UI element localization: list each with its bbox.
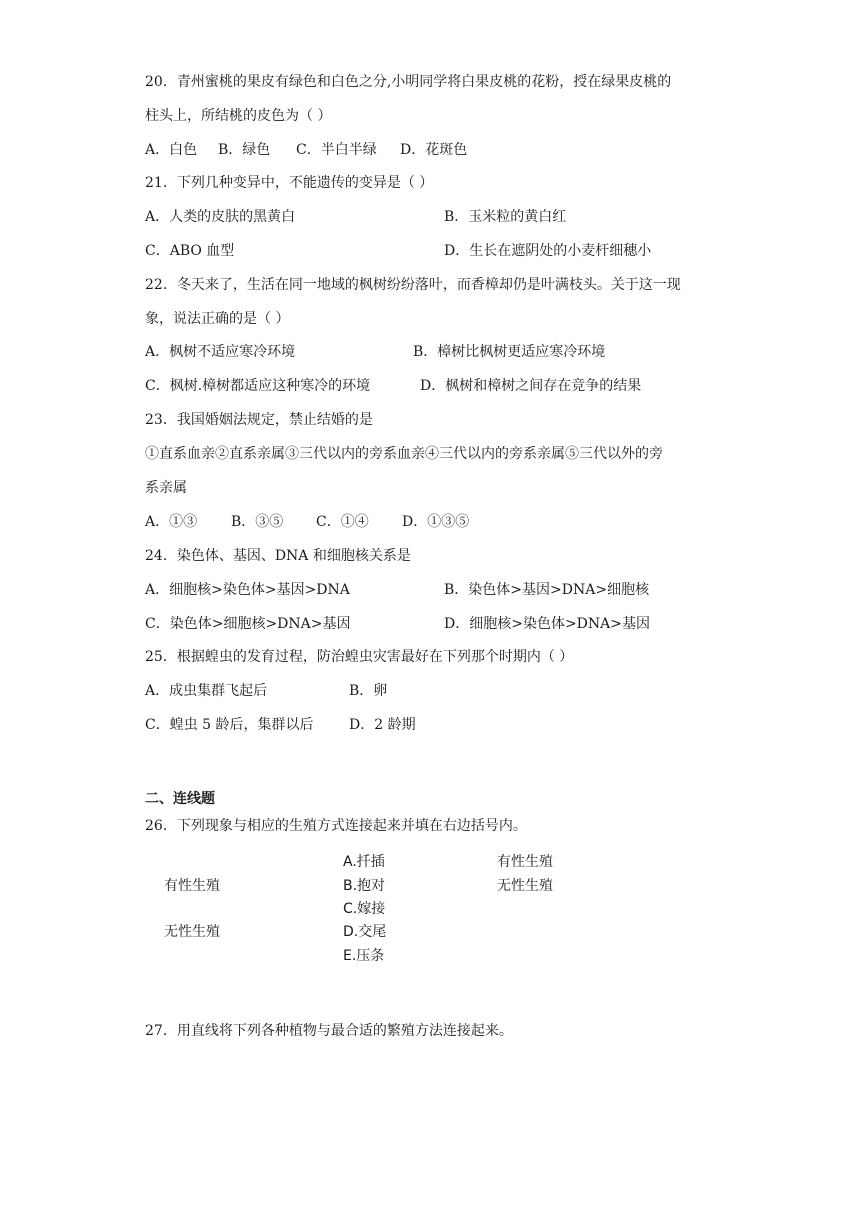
q24-option-d: D．细胞核>染色体>DNA>基因 <box>444 616 651 632</box>
q24-option-c: C．染色体>细胞核>DNA>基因 <box>145 616 351 632</box>
q22-option-b: B．樟树比枫树更适应寒冷环境 <box>413 344 606 360</box>
q23-stem-line2: ①直系血亲②直系亲属③三代以内的旁系血亲④三代以内的旁系亲属⑤三代以外的旁 <box>145 446 663 462</box>
q20-option-b: B．绿色 <box>218 142 271 158</box>
q23-option-b: B．③⑤ <box>231 514 284 530</box>
q25-option-b: B．卵 <box>349 683 388 699</box>
q21-option-c: C．ABO 血型 <box>145 243 235 259</box>
q26-right-item-2: 无性生殖 <box>497 878 553 894</box>
q25-option-a: A．成虫集群飞起后 <box>145 683 268 699</box>
q26-middle-item-b: B.抱对 <box>343 878 386 894</box>
q25-option-c: C．蝗虫 5 龄后，集群以后 <box>145 717 314 733</box>
q26-stem: 26．下列现象与相应的生殖方式连接起来并填在右边括号内。 <box>145 818 527 834</box>
q26-right-item-1: 有性生殖 <box>497 854 553 870</box>
q20-option-d: D．花斑色 <box>400 142 468 158</box>
q21-option-d: D．生长在遮阴处的小麦杆细穗小 <box>444 243 652 259</box>
q22-stem-line2: 象，说法正确的是（ ） <box>145 311 290 327</box>
q23-option-d: D．①③⑤ <box>402 514 470 530</box>
q22-option-a: A．枫树不适应寒冷环境 <box>145 344 296 360</box>
q22-option-c: C．枫树.樟树都适应这种寒冷的环境 <box>145 378 371 394</box>
q26-middle-item-e: E.压条 <box>343 948 385 964</box>
q25-option-d: D．2 龄期 <box>349 717 416 733</box>
q21-option-b: B．玉米粒的黄白红 <box>444 209 567 225</box>
q25-stem: 25．根据蝗虫的发育过程，防治蝗虫灾害最好在下列那个时期内（ ） <box>145 649 574 665</box>
q26-middle-item-d: D.交尾 <box>343 924 387 940</box>
q20-option-c: C．半白半绿 <box>296 142 377 158</box>
q22-option-d: D．枫树和樟树之间存在竞争的结果 <box>420 378 642 394</box>
q23-option-c: C．①④ <box>316 514 369 530</box>
q23-stem: 23．我国婚姻法规定，禁止结婚的是 <box>145 412 373 428</box>
q24-option-a: A．细胞核>染色体>基因>DNA <box>145 582 350 598</box>
q23-option-a: A．①③ <box>145 514 198 530</box>
q20-stem-line2: 柱头上，所结桃的皮色为（ ） <box>145 108 332 124</box>
q21-stem: 21．下列几种变异中，不能遗传的变异是（ ） <box>145 175 434 191</box>
q23-stem-line3: 系亲属 <box>145 480 187 496</box>
q20-stem-line1: 20．青州蜜桃的果皮有绿色和白色之分,小明同学将白果皮桃的花粉，授在绿果皮桃的 <box>145 74 672 90</box>
section-title: 二、连线题 <box>145 791 215 807</box>
q24-stem: 24．染色体、基因、DNA 和细胞核关系是 <box>145 548 411 564</box>
q20-option-a: A．白色 <box>145 142 198 158</box>
q22-stem-line1: 22．冬天来了，生活在同一地域的枫树纷纷落叶，而香樟却仍是叶满枝头。关于这一现 <box>145 277 681 293</box>
q26-left-item-1: 有性生殖 <box>164 878 220 894</box>
q26-middle-item-a: A.扦插 <box>343 854 385 870</box>
q27-stem: 27．用直线将下列各种植物与最合适的繁殖方法连接起来。 <box>145 1023 513 1039</box>
q26-left-item-2: 无性生殖 <box>164 924 220 940</box>
q26-middle-item-c: C.嫁接 <box>343 901 386 917</box>
q24-option-b: B．染色体>基因>DNA>细胞核 <box>444 582 650 598</box>
q21-option-a: A．人类的皮肤的黑黄白 <box>145 209 296 225</box>
